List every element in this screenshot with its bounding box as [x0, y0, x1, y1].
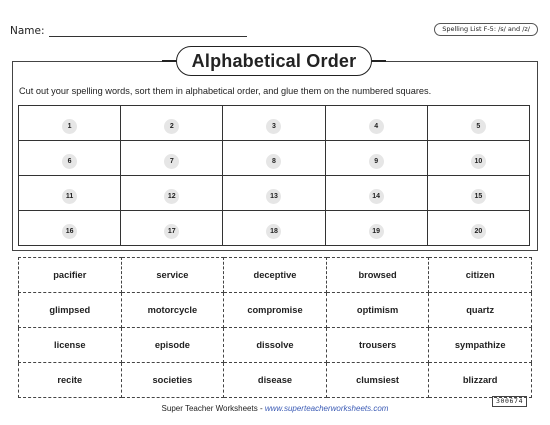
name-label: Name:	[10, 25, 45, 37]
title-connector-left	[162, 60, 176, 62]
number-badge: 8	[266, 154, 281, 169]
footer-separator: -	[257, 404, 265, 413]
number-badge: 20	[471, 224, 486, 239]
numbered-square[interactable]	[325, 106, 427, 141]
word-card[interactable]: deceptive	[224, 258, 327, 293]
number-badge: 11	[62, 189, 77, 204]
numbered-square[interactable]	[223, 141, 325, 176]
number-badge: 14	[369, 189, 384, 204]
title-connector-right	[372, 60, 386, 62]
numbered-square[interactable]	[19, 211, 121, 246]
word-card[interactable]: quartz	[429, 293, 532, 328]
word-card[interactable]: recite	[19, 363, 122, 398]
numbered-square[interactable]	[325, 176, 427, 211]
number-badge: 12	[164, 189, 179, 204]
word-card[interactable]: motorcycle	[121, 293, 224, 328]
word-card[interactable]: episode	[121, 328, 224, 363]
word-card[interactable]: dissolve	[224, 328, 327, 363]
number-badge: 5	[471, 119, 486, 134]
numbered-square[interactable]	[223, 106, 325, 141]
word-card[interactable]: service	[121, 258, 224, 293]
word-card[interactable]: citizen	[429, 258, 532, 293]
word-card[interactable]: sympathize	[429, 328, 532, 363]
numbered-square[interactable]	[325, 211, 427, 246]
number-badge: 18	[266, 224, 281, 239]
numbered-square[interactable]	[427, 106, 529, 141]
number-badge: 13	[266, 189, 281, 204]
word-cards-grid	[18, 257, 532, 398]
footer-site-link[interactable]: www.superteacherworksheets.com	[264, 404, 389, 413]
number-badge: 7	[164, 154, 179, 169]
numbered-square[interactable]	[427, 141, 529, 176]
word-card[interactable]: optimism	[326, 293, 429, 328]
number-badge: 1	[62, 119, 77, 134]
number-badge: 10	[471, 154, 486, 169]
instructions-text: Cut out your spelling words, sort them in alphabetical order, and glue them on the numbered squares.	[19, 86, 432, 96]
numbered-square[interactable]	[121, 141, 223, 176]
numbered-square[interactable]	[19, 106, 121, 141]
number-badge: 3	[266, 119, 281, 134]
word-card[interactable]: license	[19, 328, 122, 363]
word-row	[19, 363, 532, 398]
word-row	[19, 328, 532, 363]
numbered-square[interactable]	[223, 211, 325, 246]
number-badge: 4	[369, 119, 384, 134]
word-card[interactable]: glimpsed	[19, 293, 122, 328]
word-card[interactable]: trousers	[326, 328, 429, 363]
footer	[0, 404, 550, 413]
numbered-square[interactable]	[121, 176, 223, 211]
numbered-row	[19, 106, 530, 141]
numbered-square[interactable]	[121, 106, 223, 141]
numbered-square[interactable]	[19, 141, 121, 176]
numbered-square[interactable]	[19, 176, 121, 211]
name-field-row	[10, 24, 247, 37]
footer-brand: Super Teacher Worksheets	[161, 404, 258, 413]
number-badge: 17	[164, 224, 179, 239]
word-card[interactable]: compromise	[224, 293, 327, 328]
name-line[interactable]	[49, 24, 247, 37]
word-card[interactable]: pacifier	[19, 258, 122, 293]
word-row	[19, 293, 532, 328]
number-badge: 9	[369, 154, 384, 169]
numbered-square[interactable]	[325, 141, 427, 176]
numbered-row	[19, 211, 530, 246]
numbered-square[interactable]	[223, 176, 325, 211]
number-badge: 15	[471, 189, 486, 204]
word-card[interactable]: blizzard	[429, 363, 532, 398]
page-title: Alphabetical Order	[176, 46, 372, 76]
worksheet-code: 300674	[492, 396, 527, 407]
word-card[interactable]: disease	[224, 363, 327, 398]
numbered-square[interactable]	[121, 211, 223, 246]
word-card[interactable]: browsed	[326, 258, 429, 293]
numbered-square[interactable]	[427, 176, 529, 211]
numbered-square[interactable]	[427, 211, 529, 246]
number-badge: 19	[369, 224, 384, 239]
word-card[interactable]: clumsiest	[326, 363, 429, 398]
number-badge: 6	[62, 154, 77, 169]
numbered-row	[19, 141, 530, 176]
number-badge: 2	[164, 119, 179, 134]
numbered-row	[19, 176, 530, 211]
spelling-list-badge: Spelling List F-5: /s/ and /z/	[434, 23, 538, 36]
numbered-squares-grid	[18, 105, 530, 246]
number-badge: 16	[62, 224, 77, 239]
word-row	[19, 258, 532, 293]
word-card[interactable]: societies	[121, 363, 224, 398]
